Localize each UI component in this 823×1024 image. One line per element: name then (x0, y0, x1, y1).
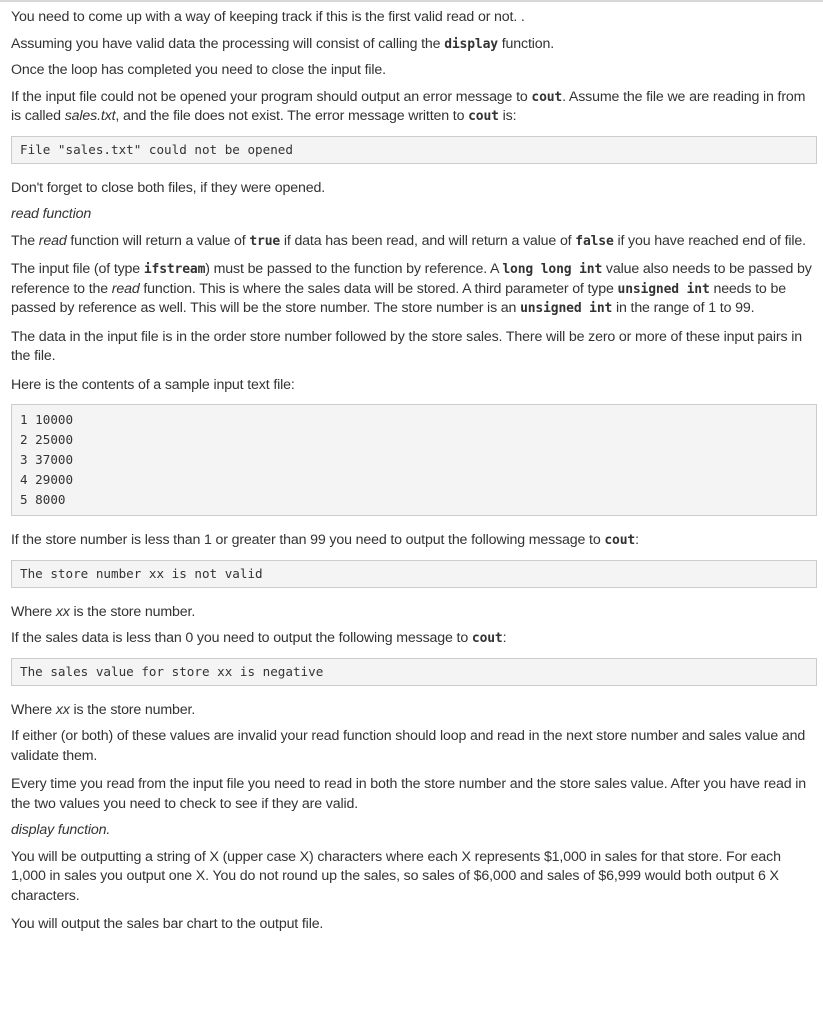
paragraph-processing: Assuming you have valid data the processing will consist of calling the display function. (11, 35, 555, 52)
paragraph-read-return: The read function will return a value of true if data has been read, and will return a value of false if you have reached end of file. (11, 232, 806, 249)
top-divider (0, 0, 823, 2)
paragraph-close-both: Don't forget to close both files, if they were opened. (11, 179, 326, 196)
paragraph-output-file: You will output the sales bar chart to the output file. (11, 916, 324, 932)
sample-line: 3 37000 (20, 452, 74, 467)
paragraph-where-xx: Where xx is the store number. (11, 603, 196, 620)
paragraph-negative-sales: If the sales data is less than 0 you need to output the following message to cout: (11, 630, 507, 646)
heading-display-function: display function. (11, 822, 111, 838)
code-cout: cout (471, 631, 503, 646)
paragraph-store-range: If the store number is less than 1 or greater than 99 you need to output the following message to cout: (11, 532, 639, 548)
sample-line: 2 25000 (20, 432, 74, 447)
code-ifstream: ifstream (143, 262, 206, 277)
code-block-negative-sales: The sales value for store xx is negative (11, 658, 817, 686)
paragraph-open-error: If the input file could not be opened your program should output an error message to cout. Assume the file we are reading in from is called sales.txt, and the file does not exist. The error message written to cout is: (11, 88, 806, 124)
paragraph-first-valid-read: You need to come up with a way of keeping track if this is the first valid read or not. . (11, 9, 525, 25)
code-block-sample-input (11, 404, 817, 516)
paragraph-read-both: Every time you read from the input file you need to read in both the store number and the store sales value. After you have read in the two values you need to check to see if they are valid. (11, 776, 807, 812)
sample-line: 5 8000 (20, 492, 66, 507)
code-true: true (249, 233, 281, 249)
code-cout: cout (468, 109, 499, 124)
paragraph-sample-intro: Here is the contents of a sample input text file: (11, 376, 295, 393)
paragraph-data-order: The data in the input file is in the order store number followed by the store sales. There will be zero or more of these input pairs in the file. (11, 328, 802, 364)
code-long-long-int: long long int (502, 262, 603, 277)
code-cout: cout (531, 89, 563, 105)
paragraph-read-parameters: The input file (of type ifstream) must be passed to the function by reference. A long long int value also needs to be passed by reference to the read function. This is where the sales data will be stored. A third parameter of type unsigned int needs to be passed by reference as well. This will be the store number. The store number is an unsigned int in the range of 1 to 99. (11, 261, 812, 316)
paragraph-close-file: Once the loop has completed you need to close the input file. (11, 62, 386, 78)
code-unsigned-int: unsigned int (520, 301, 613, 316)
code-block-invalid-store: The store number xx is not valid (11, 560, 817, 588)
paragraph-output-x: You will be outputting a string of X (upper case X) characters where each X represents $1,000 in sales for that store. For each 1,000 in sales you output one X. You do not round up the sales, so sales of $6,000 and sales of $6,999 would both output 6 X characters. (11, 848, 781, 904)
code-cout: cout (604, 533, 636, 548)
sample-line: 1 10000 (20, 412, 74, 427)
code-unsigned-int: unsigned int (617, 281, 710, 297)
sample-line: 4 29000 (20, 472, 74, 487)
code-block-error-message: File "sales.txt" could not be opened (11, 136, 817, 164)
heading-read-function: read function (11, 206, 92, 222)
paragraph-where-xx: Where xx is the store number. (11, 701, 196, 718)
paragraph-loop-invalid: If either (or both) of these values are invalid your read function should loop and read in the next store number and sales value and validate them. (11, 728, 806, 764)
code-false: false (575, 233, 614, 249)
code-display: display (444, 36, 498, 52)
document-body (11, 8, 817, 944)
